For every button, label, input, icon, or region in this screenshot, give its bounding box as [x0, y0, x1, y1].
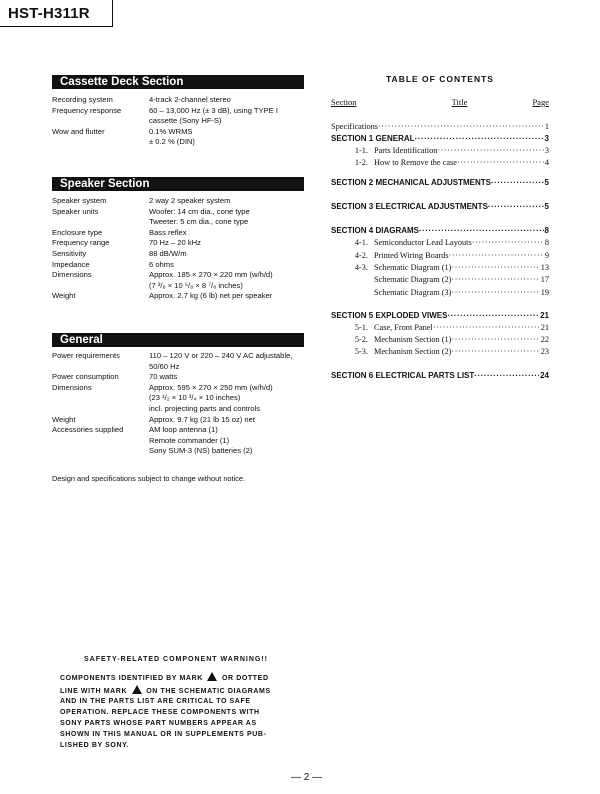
toc-leader-dots: [433, 323, 540, 332]
toc-leader-dots: [415, 134, 544, 143]
spec-label: Enclosure type: [52, 227, 103, 237]
toc-entry: [331, 146, 549, 155]
spec-row: [52, 95, 312, 106]
speaker-spec-list: [52, 196, 312, 302]
spec-value: 2 way 2 speaker system: [149, 196, 231, 205]
toc-entry-title: SECTION 6 ELECTRICAL PARTS LIST: [331, 371, 475, 380]
toc-entry: [331, 311, 549, 320]
toc-leader-dots: [488, 202, 544, 211]
toc-entry: [331, 347, 549, 356]
toc-entry-page: 5: [544, 202, 549, 211]
toc-entry-page: 4: [544, 158, 549, 167]
toc-entry: [331, 323, 549, 332]
spec-value: 110 – 120 V or 220 – 240 V AC adjustable,: [149, 351, 293, 360]
spec-label: Impedance: [52, 259, 90, 269]
cassette-spec-list: [52, 95, 312, 148]
spec-row: [52, 196, 312, 207]
toc-entry: [331, 275, 549, 284]
spec-value: 4-track 2-channel stereo: [149, 95, 231, 104]
toc-entry-title: SECTION 4 DIAGRAMS: [331, 226, 420, 235]
toc-entry-page: 8: [544, 238, 549, 247]
toc-entry-title: SECTION 2 MECHANICAL ADJUSTMENTS: [331, 178, 492, 187]
spec-value: AM loop antenna (1): [149, 425, 218, 435]
toc-entry-page: 8: [544, 226, 549, 235]
toc-leader-dots: [449, 251, 544, 260]
toc-entry-title: Mechanism Section (2): [374, 347, 452, 356]
spec-value: 60 – 13,000 Hz (± 3 dB), using TYPE I: [149, 105, 278, 115]
toc-entry-title: SECTION 5 EXPLODED VIWES: [331, 311, 448, 320]
toc-leader-dots: [491, 178, 544, 187]
spec-value: (7 ³/₈ × 10 ⁵/₈ × 8 ⁷/₈ inches): [149, 280, 243, 290]
toc-leader-dots: [474, 371, 539, 380]
toc-entry-page: 1: [544, 122, 549, 131]
safety-text: OR DOTTED: [221, 674, 269, 682]
spec-value: Woofer: 14 cm dia., cone type: [149, 206, 250, 216]
toc-entry-number: 5-3.: [354, 347, 368, 356]
general-spec-list: [52, 351, 312, 457]
toc-entry-number: 4-2.: [354, 251, 368, 260]
toc-entry-page: 13: [540, 263, 549, 272]
spec-row: [52, 260, 312, 271]
toc-entry-page: 3: [544, 146, 549, 155]
spec-label: Accessories supplied: [52, 425, 124, 435]
toc-leader-dots: [419, 226, 544, 235]
spec-row: [52, 372, 312, 383]
safety-line: AND IN THE PARTS LIST ARE CRITICAL TO SAFE: [60, 698, 251, 706]
spec-row: [52, 425, 312, 457]
spec-value: Approx. 595 × 270 × 250 mm (w/h/d): [149, 382, 273, 392]
toc-leader-dots: [457, 158, 544, 167]
toc-entry-page: 22: [540, 335, 549, 344]
toc-entry-title: Mechanism Section (1): [374, 335, 452, 344]
toc-entry-title: SECTION 3 ELECTRICAL ADJUSTMENTS: [331, 202, 488, 211]
toc-entry-page: 23: [540, 347, 549, 356]
spec-value: ± 0.2 % (DIN): [149, 137, 195, 147]
spec-label: Sensitivity: [52, 248, 87, 258]
spec-row: [52, 383, 312, 415]
toc-entry-number: 1-1.: [354, 146, 368, 155]
spec-value: 70 Hz – 20 kHz: [149, 238, 201, 248]
toc-entry-number: 5-2.: [354, 335, 368, 344]
spec-change-note: Design and specifications subject to change without notice.: [52, 474, 246, 483]
toc-entry: [331, 263, 549, 272]
spec-row: [52, 270, 312, 291]
toc-leader-dots: [378, 122, 544, 131]
spec-row: [52, 228, 312, 239]
spec-value: cassette (Sony HF-S): [149, 116, 222, 126]
toc-entry-page: 24: [540, 371, 549, 380]
spec-label: Power requirements: [52, 351, 120, 360]
toc-entry-page: 21: [540, 323, 549, 332]
toc-entry: [331, 288, 549, 297]
safety-line: SHOWN IN THIS MANUAL OR IN SUPPLEMENTS PUB-: [60, 730, 267, 738]
toc-entry: [331, 158, 549, 167]
safety-text: COMPONENTS IDENTIFIED BY MARK: [60, 674, 203, 682]
spec-row: [52, 351, 312, 372]
toc-entry-title: Schematic Diagram (3): [374, 288, 452, 297]
model-number: HST-H311R: [8, 5, 90, 22]
general-section-header: General: [52, 333, 304, 347]
page-number: — 2 —: [291, 772, 323, 783]
spec-label: Dimensions: [52, 382, 92, 392]
spec-row: [52, 249, 312, 260]
toc-entry: [331, 202, 549, 211]
spec-row: [52, 415, 312, 426]
spec-value: Approx. 185 × 270 × 220 mm (w/h/d): [149, 270, 273, 280]
model-box: [0, 0, 113, 27]
safety-text: ON THE SCHEMATIC DIAGRAMS: [146, 687, 271, 695]
spec-label: Power consumption: [52, 372, 119, 382]
spec-label: Frequency response: [52, 105, 122, 115]
safety-line: SONY PARTS WHOSE PART NUMBERS APPEAR AS: [60, 719, 257, 727]
toc-leader-dots: [451, 347, 539, 356]
toc-leader-dots: [451, 263, 539, 272]
spec-row: [52, 207, 312, 228]
spec-label: Recording system: [52, 95, 113, 104]
toc-entry: [331, 226, 549, 235]
toc-entry-title: SECTION 1 GENERAL: [331, 134, 415, 143]
toc-title: TABLE OF CONTENTS: [386, 74, 494, 84]
toc-leader-dots: [472, 238, 544, 247]
toc-entry-page: 17: [540, 275, 549, 284]
toc-entry-number: 4-3.: [354, 263, 368, 272]
toc-entry: [331, 251, 549, 260]
speaker-section-header: Speaker Section: [52, 177, 304, 191]
warning-triangle-icon: [207, 672, 217, 681]
spec-label: Frequency range: [52, 238, 110, 248]
spec-label: Speaker system: [52, 196, 107, 205]
spec-value: Approx. 2.7 kg (6 lb) net per speaker: [149, 291, 273, 301]
toc-column-headers: [331, 97, 549, 107]
spec-row: [52, 238, 312, 249]
spec-label: Weight: [52, 414, 76, 424]
toc-entry-page: 21: [540, 311, 549, 320]
spec-value: Approx. 9.7 kg (21 lb 15 oz) net: [149, 414, 255, 424]
toc-entry-title: Schematic Diagram (1): [374, 263, 452, 272]
toc-entry: [331, 238, 549, 247]
toc-entry: [331, 134, 549, 143]
cassette-section-header: Cassette Deck Section: [52, 75, 304, 89]
spec-value: Remote commander (1): [149, 435, 230, 445]
spec-row: [52, 127, 312, 148]
spec-value: 70 watts: [149, 372, 178, 382]
spec-label: Dimensions: [52, 270, 92, 280]
toc-leader-dots: [447, 311, 539, 320]
spec-label: Weight: [52, 291, 76, 301]
toc-col-title: Title: [451, 97, 468, 107]
toc-entry: [331, 178, 549, 187]
toc-entry-title: Parts Identification: [374, 146, 438, 155]
toc-entry-title: Specifications: [331, 122, 379, 131]
toc-entry-page: 3: [544, 134, 549, 143]
spec-value: 0.1% WRMS: [149, 126, 193, 136]
toc-leader-dots: [437, 146, 543, 155]
spec-label: Speaker units: [52, 206, 99, 216]
toc-entry-number: 1-2.: [354, 158, 368, 167]
safety-warning-title: SAFETY-RELATED COMPONENT WARNING!!: [84, 656, 268, 663]
toc-leader-dots: [451, 275, 539, 284]
safety-warning: [60, 655, 292, 751]
toc-entry-title: Schematic Diagram (2): [374, 275, 452, 284]
toc-entry-number: 4-1.: [354, 238, 368, 247]
spec-value: (23 ¹/₂ × 10 ³/₄ × 10 inches): [149, 393, 241, 403]
spec-row: [52, 291, 312, 302]
table-of-contents: [331, 74, 549, 380]
toc-entry: [331, 335, 549, 344]
spec-value: Sony SUM-3 (NS) batteries (2): [149, 446, 253, 456]
toc-entry-title: How to Remove the case: [374, 158, 457, 167]
toc-entry-page: 5: [544, 178, 549, 187]
toc-entry-title: Case, Front Panel: [374, 323, 433, 332]
toc-entry: [331, 371, 549, 380]
safety-text: LINE WITH MARK: [60, 687, 128, 695]
spec-value: 6 ohms: [149, 259, 174, 269]
spec-value: 88 dB/W/m: [149, 248, 187, 258]
toc-entry-page: 19: [540, 288, 549, 297]
spec-row: [52, 106, 312, 127]
safety-line: OPERATION. REPLACE THESE COMPONENTS WITH: [60, 709, 260, 717]
spec-value: Bass reflex: [149, 227, 187, 237]
safety-line: [60, 685, 292, 698]
spec-value: incl. projecting parts and controls: [149, 403, 261, 413]
toc-col-page: Page: [532, 97, 549, 107]
toc-col-section: Section: [331, 97, 357, 107]
safety-line: LISHED BY SONY.: [60, 741, 130, 749]
toc-leader-dots: [451, 335, 539, 344]
toc-leader-dots: [451, 288, 539, 297]
toc-entry-title: Printed Wiring Boards: [374, 251, 449, 260]
spec-value: 50/60 Hz: [149, 361, 180, 371]
toc-entry-title: Semiconductor Lead Layouts: [374, 238, 472, 247]
safety-line: [60, 672, 292, 685]
toc-entry: [331, 122, 549, 131]
toc-entry-page: 9: [544, 251, 549, 260]
spec-label: Wow and flutter: [52, 126, 105, 136]
warning-triangle-icon: [132, 685, 142, 694]
spec-value: Tweeter: 5 cm dia., cone type: [149, 217, 249, 227]
toc-entry-number: 5-1.: [354, 323, 368, 332]
